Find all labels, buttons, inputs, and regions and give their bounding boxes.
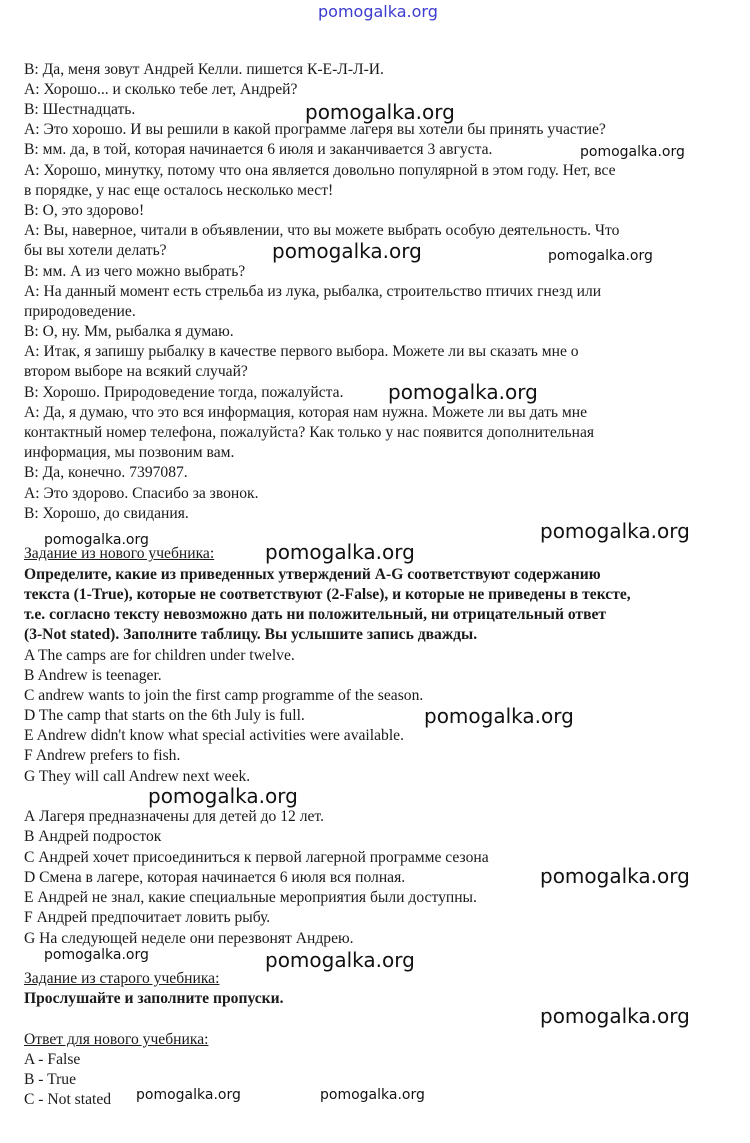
dialogue-line: В: Шестнадцать. bbox=[24, 101, 136, 118]
answer-line: A - False bbox=[24, 1051, 81, 1068]
instruction-line: (3-Not stated). Заполните таблицу. Вы услышите запись дважды. bbox=[24, 626, 478, 643]
dialogue-line: контактный номер телефона, пожалуйста? Как только у нас появится дополнительная bbox=[24, 424, 595, 441]
statement-ru: В Андрей подросток bbox=[24, 828, 162, 845]
dialogue-line: А: Это здорово. Спасибо за звонок. bbox=[24, 485, 259, 502]
watermark: pomogalka.org bbox=[320, 1087, 425, 1103]
dialogue-line: А: Это хорошо. И вы решили в какой программе лагеря вы хотели бы принять участие? bbox=[24, 121, 606, 138]
dialogue-line: В: Да, меня зовут Андрей Келли. пишется К-Е-Л-Л-И. bbox=[24, 61, 384, 78]
dialogue-line: В: мм. да, в той, которая начинается 6 июля и заканчивается 3 августа. bbox=[24, 141, 493, 158]
statement-ru: А Лагеря предназначены для детей до 12 лет. bbox=[24, 808, 324, 825]
old-task-heading: Задание из старого учебника: bbox=[24, 970, 220, 987]
instruction-line: текста (1-True), которые не соответствуют (2-False), и которые не приведены в тексте, bbox=[24, 586, 631, 603]
old-task-instruction: Прослушайте и заполните пропуски. bbox=[24, 990, 284, 1007]
dialogue-line: В: О, ну. Мм, рыбалка я думаю. bbox=[24, 323, 234, 340]
dialogue-line: В: Хорошо, до свидания. bbox=[24, 505, 189, 522]
statement-en: A The camps are for children under twelve. bbox=[24, 647, 295, 664]
watermark: pomogalka.org bbox=[44, 947, 149, 963]
statement-ru: G На следующей неделе они перезвонят Андрею. bbox=[24, 930, 354, 947]
watermark: pomogalka.org bbox=[540, 1004, 690, 1028]
instruction-line: Определите, какие из приведенных утверждений A-G соответствуют содержанию bbox=[24, 566, 601, 583]
instruction-line: т.е. согласно тексту невозможно дать ни положительный, ни отрицательный ответ bbox=[24, 606, 607, 623]
statement-ru: D Смена в лагере, которая начинается 6 июля вся полная. bbox=[24, 869, 406, 886]
watermark: pomogalka.org bbox=[388, 380, 538, 404]
answer-line: C - Not stated bbox=[24, 1091, 112, 1108]
dialogue-line: А: Хорошо, минутку, потому что она является довольно популярной в этом году. Нет, все bbox=[24, 162, 616, 179]
statement-en: D The camp that starts on the 6th July is full. bbox=[24, 707, 305, 724]
watermark: pomogalka.org bbox=[272, 239, 422, 263]
watermark: pomogalka.org bbox=[548, 248, 653, 264]
answer-heading: Ответ для нового учебника: bbox=[24, 1031, 209, 1048]
dialogue-line: в порядке, у нас еще осталось несколько мест! bbox=[24, 182, 334, 199]
watermark: pomogalka.org bbox=[424, 704, 574, 728]
statement-en: F Andrew prefers to fish. bbox=[24, 747, 181, 764]
watermark: pomogalka.org bbox=[148, 784, 298, 808]
watermark: pomogalka.org bbox=[540, 864, 690, 888]
watermark: pomogalka.org bbox=[265, 948, 415, 972]
dialogue-line: В: мм. А из чего можно выбрать? bbox=[24, 263, 246, 280]
statement-ru: С Андрей хочет присоединиться к первой лагерной программе сезона bbox=[24, 849, 489, 866]
watermark: pomogalka.org bbox=[265, 540, 415, 564]
statement-en: B Andrew is teenager. bbox=[24, 667, 162, 684]
watermark: pomogalka.org bbox=[44, 532, 149, 548]
watermark: pomogalka.org bbox=[305, 100, 455, 124]
statement-en: G They will call Andrew next week. bbox=[24, 768, 251, 785]
dialogue-line: А: Итак, я запишу рыбалку в качестве первого выбора. Можете ли вы сказать мне о bbox=[24, 343, 579, 360]
new-task-heading: Задание из нового учебника: bbox=[24, 545, 215, 562]
dialogue-line: А: На данный момент есть стрельба из лука, рыбалка, строительство птичих гнезд или bbox=[24, 283, 602, 300]
dialogue-line: В: Да, конечно. 7397087. bbox=[24, 464, 188, 481]
statement-en: E Andrew didn't know what special activities were available. bbox=[24, 727, 404, 744]
dialogue-line: В: О, это здорово! bbox=[24, 202, 145, 219]
statement-en: C andrew wants to join the first camp programme of the season. bbox=[24, 687, 424, 704]
answer-line: B - True bbox=[24, 1071, 76, 1088]
statement-ru: F Андрей предпочитает ловить рыбу. bbox=[24, 909, 271, 926]
watermark: pomogalka.org bbox=[580, 144, 685, 160]
dialogue-line: информация, мы позвоним вам. bbox=[24, 444, 235, 461]
dialogue-line: В: Хорошо. Природоведение тогда, пожалуйста. bbox=[24, 384, 344, 401]
watermark: pomogalka.org bbox=[540, 519, 690, 543]
dialogue-line: А: Да, я думаю, что это вся информация, которая нам нужна. Можете ли вы дать мне bbox=[24, 404, 588, 421]
dialogue-line: А: Вы, наверное, читали в объявлении, что вы можете выбрать особую деятельность. Что bbox=[24, 222, 620, 239]
watermark: pomogalka.org bbox=[136, 1087, 241, 1103]
dialogue-line: бы вы хотели делать? bbox=[24, 242, 167, 259]
header-watermark: pomogalka.org bbox=[318, 2, 438, 21]
dialogue-line: природоведение. bbox=[24, 303, 136, 320]
dialogue-line: втором выборе на всякий случай? bbox=[24, 363, 248, 380]
dialogue-line: А: Хорошо... и сколько тебе лет, Андрей? bbox=[24, 81, 298, 98]
statement-ru: Е Андрей не знал, какие специальные мероприятия были доступны. bbox=[24, 889, 477, 906]
